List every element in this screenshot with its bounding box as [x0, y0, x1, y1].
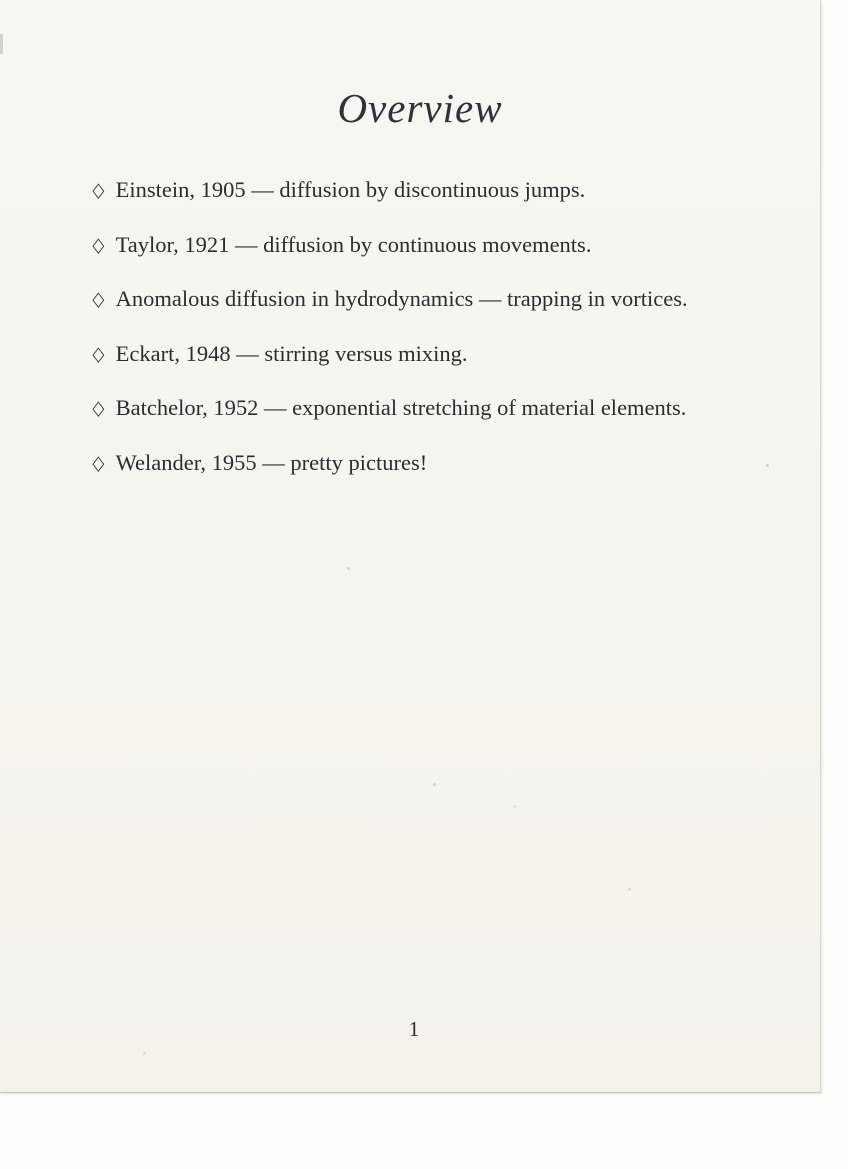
diamond-bullet-icon: ◇ — [92, 396, 105, 420]
bullet-text: Taylor, 1921 — diffusion by continuous movements. — [115, 231, 592, 257]
list-item — [91, 177, 771, 205]
diamond-bullet-icon: ◇ — [92, 341, 105, 366]
paper-speck — [433, 783, 436, 786]
list-item — [91, 341, 771, 369]
page-title: Overview — [337, 85, 503, 131]
scan-edge-mark — [0, 34, 3, 54]
paper-speck — [513, 805, 516, 808]
bullet-list — [91, 177, 771, 504]
paper-speck — [766, 464, 769, 467]
diamond-bullet-icon: ◇ — [92, 287, 105, 311]
list-item — [91, 450, 771, 478]
paper-speck — [628, 888, 631, 891]
diamond-bullet-icon: ◇ — [92, 450, 105, 475]
page-number: 1 — [408, 1017, 420, 1041]
diamond-bullet-icon: ◇ — [92, 178, 105, 202]
bullet-text: Einstein, 1905 — diffusion by discontinuous jumps. — [115, 177, 586, 202]
list-item — [91, 286, 771, 314]
bullet-text: Eckart, 1948 — stirring versus mixing. — [115, 340, 468, 366]
paper-speck — [347, 567, 350, 570]
diamond-bullet-icon: ◇ — [92, 232, 105, 257]
paper-speck — [143, 1052, 146, 1055]
bullet-text: Anomalous diffusion in hydrodynamics — trapping in vortices. — [115, 286, 688, 311]
list-item — [91, 395, 771, 423]
bullet-text: Welander, 1955 — pretty pictures! — [115, 449, 428, 475]
bullet-text: Batchelor, 1952 — exponential stretching of material elements. — [115, 395, 687, 420]
list-item — [91, 232, 771, 260]
